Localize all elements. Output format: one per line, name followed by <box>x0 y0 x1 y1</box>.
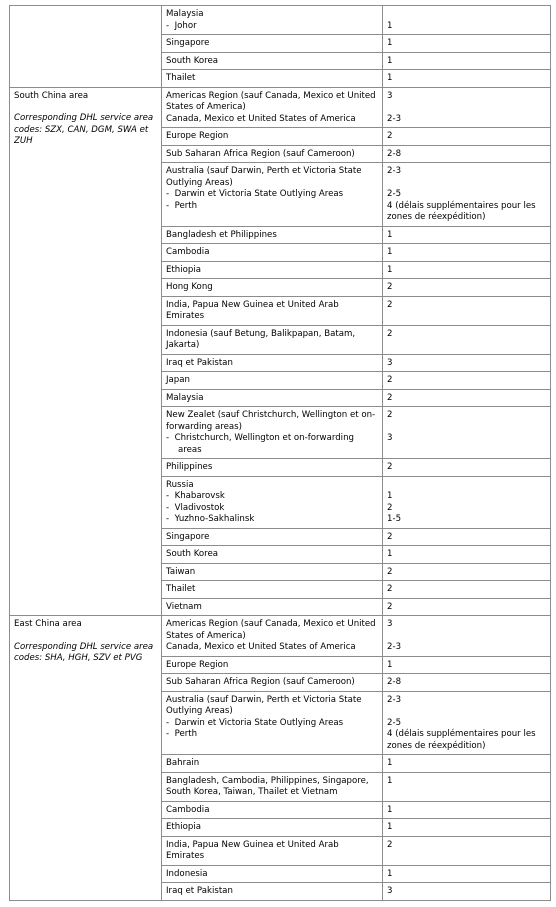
transit-days-cell <box>383 389 551 407</box>
transit-days-line: 2-3 <box>387 166 402 176</box>
transit-days-cell <box>383 279 551 297</box>
destination-cell <box>162 163 383 227</box>
destination-cell <box>162 87 383 128</box>
destination-cell <box>162 883 383 901</box>
destination-line: Ethiopia <box>166 822 202 832</box>
transit-days-line: 3 <box>387 433 393 443</box>
destination-cell <box>162 6 383 35</box>
destination-line: Ethiopia <box>166 264 202 275</box>
destination-cell <box>162 772 383 801</box>
destination-line: South Korea <box>166 549 219 559</box>
destination-cell <box>162 70 383 88</box>
destination-cell <box>162 836 383 865</box>
destination-line: Japan <box>166 375 190 385</box>
destination-cell <box>162 546 383 564</box>
transit-days-line: 2-8 <box>387 148 402 159</box>
destination-line: Canada, Mexico et United States of America <box>166 113 356 124</box>
destination-cell <box>162 563 383 581</box>
destination-cell <box>162 598 383 616</box>
destination-line: Cambodia <box>166 247 210 257</box>
transit-days-line: 2-3 <box>387 694 402 705</box>
transit-times-table <box>9 5 551 901</box>
transit-days-line: 4 (délais supplémentaires pour les zones de réexpédition) <box>387 729 536 751</box>
area-name: East China area <box>14 619 82 629</box>
transit-days-line: 2-3 <box>387 642 402 652</box>
transit-days-cell <box>383 128 551 146</box>
area-cell <box>10 6 162 88</box>
transit-days-line: 2 <box>387 566 393 577</box>
transit-days-cell <box>383 883 551 901</box>
destination-cell <box>162 325 383 354</box>
transit-days-cell <box>383 528 551 546</box>
destination-cell <box>162 407 383 459</box>
area-service-codes: Corresponding DHL service area codes: SZX, CAN, DGM, SWA et ZUH <box>14 113 154 146</box>
destination-cell <box>162 581 383 599</box>
transit-days-line: 1-5 <box>387 514 402 524</box>
table-body <box>10 6 551 901</box>
transit-days-cell <box>383 546 551 564</box>
transit-days-cell <box>383 801 551 819</box>
transit-days-cell <box>383 819 551 837</box>
transit-days-cell <box>383 6 551 35</box>
transit-days-line: 2-3 <box>387 113 402 124</box>
destination-line: Europe Region <box>166 131 229 141</box>
destination-cell <box>162 656 383 674</box>
transit-days-cell <box>383 674 551 692</box>
destination-line: Americas Region (sauf Canada, Mexico et United States of America) <box>166 90 376 112</box>
destination-line: Hong Kong <box>166 282 213 292</box>
transit-days-line: 1 <box>387 247 393 257</box>
destination-line: Singapore <box>166 531 210 542</box>
destination-line: - Yuzhno-Sakhalinsk <box>166 514 378 526</box>
transit-days-line: 1 <box>387 758 393 768</box>
transit-days-cell <box>383 354 551 372</box>
transit-days-cell <box>383 772 551 801</box>
destination-cell <box>162 372 383 390</box>
destination-cell <box>162 476 383 528</box>
destination-line: Iraq et Pakistan <box>166 357 233 368</box>
destination-line: Iraq et Pakistan <box>166 886 233 896</box>
transit-days-line: 1 <box>387 822 393 832</box>
transit-days-line: 2 <box>387 299 393 310</box>
destination-line: Taiwan <box>166 566 196 577</box>
destination-line: Vietnam <box>166 601 202 612</box>
transit-days-cell <box>383 691 551 755</box>
transit-days-line: 1 <box>387 38 393 48</box>
transit-days-line: 2 <box>387 392 393 403</box>
destination-cell <box>162 226 383 244</box>
destination-cell <box>162 755 383 773</box>
destination-line: Russia <box>166 479 194 490</box>
transit-days-line: 1 <box>387 55 393 66</box>
transit-days-line: 2 <box>387 462 393 472</box>
destination-line: Thailet <box>166 73 196 83</box>
destination-line: Bahrain <box>166 758 200 768</box>
transit-days-line <box>387 480 546 492</box>
transit-days-cell <box>383 244 551 262</box>
destination-line: - Khabarovsk <box>166 491 378 503</box>
transit-days-cell <box>383 87 551 128</box>
transit-days-cell <box>383 407 551 459</box>
destination-cell <box>162 128 383 146</box>
transit-days-line: 3 <box>387 357 393 368</box>
transit-days-line: 2 <box>387 328 393 339</box>
destination-line: Bangladesh, Cambodia, Philippines, Singapore, South Korea, Taiwan, Thailet et Vietnam <box>166 775 369 797</box>
destination-line: - Perth <box>166 201 378 213</box>
table-row <box>10 6 551 35</box>
transit-days-line <box>387 706 546 718</box>
transit-days-cell <box>383 865 551 883</box>
transit-days-cell <box>383 656 551 674</box>
transit-days-line: 3 <box>387 886 393 896</box>
destination-cell <box>162 389 383 407</box>
destination-cell <box>162 674 383 692</box>
transit-days-line: 2 <box>387 282 393 292</box>
destination-line: India, Papua New Guinea et United Arab Emirates <box>166 299 339 321</box>
destination-cell <box>162 354 383 372</box>
transit-days-cell <box>383 145 551 163</box>
destination-cell <box>162 819 383 837</box>
destination-line: Australia (sauf Darwin, Perth et Victoria State Outlying Areas) <box>166 166 362 188</box>
destination-cell <box>162 296 383 325</box>
transit-days-line: 2 <box>387 410 393 420</box>
area-cell <box>10 616 162 901</box>
transit-days-line: 1 <box>387 804 393 815</box>
transit-days-cell <box>383 459 551 477</box>
table-row <box>10 87 551 128</box>
transit-days-line: 4 (délais supplémentaires pour les zones de réexpédition) <box>387 200 536 222</box>
transit-days-line: 1 <box>387 264 393 275</box>
transit-days-line: 3 <box>387 619 393 629</box>
transit-days-line: 1 <box>387 73 393 83</box>
transit-days-line: 2 <box>387 531 393 542</box>
transit-days-line <box>387 9 546 21</box>
table-row <box>10 616 551 657</box>
destination-line: Singapore <box>166 38 210 48</box>
transit-days-line: 1 <box>387 229 393 240</box>
transit-days-cell <box>383 296 551 325</box>
transit-days-cell <box>383 226 551 244</box>
transit-days-cell <box>383 598 551 616</box>
destination-cell <box>162 459 383 477</box>
destination-line: - Johor <box>166 21 378 33</box>
destination-line: Malaysia <box>166 392 204 403</box>
transit-days-cell <box>383 755 551 773</box>
destination-cell <box>162 145 383 163</box>
destination-line: - Darwin et Victoria State Outlying Areas <box>166 718 378 730</box>
transit-days-line <box>387 178 546 190</box>
transit-days-line: 1 <box>387 659 393 670</box>
transit-days-line: 2 <box>387 131 393 141</box>
transit-days-line: 2-5 <box>387 717 402 728</box>
destination-line: Sub Saharan Africa Region (sauf Cameroon) <box>166 677 355 687</box>
destination-line: Australia (sauf Darwin, Perth et Victoria State Outlying Areas) <box>166 694 362 716</box>
transit-days-line: 3 <box>387 90 393 101</box>
destination-line: Bangladesh et Philippines <box>166 229 277 240</box>
destination-cell <box>162 691 383 755</box>
destination-cell <box>162 52 383 70</box>
destination-line: Canada, Mexico et United States of America <box>166 642 356 652</box>
destination-line: Cambodia <box>166 804 210 815</box>
transit-days-cell <box>383 52 551 70</box>
transit-days-cell <box>383 70 551 88</box>
destination-cell <box>162 865 383 883</box>
transit-days-line: 1 <box>387 549 393 559</box>
transit-days-cell <box>383 836 551 865</box>
destination-cell <box>162 279 383 297</box>
destination-line: - Christchurch, Wellington et on-forwarding areas <box>166 433 378 456</box>
destination-line: India, Papua New Guinea et United Arab Emirates <box>166 839 339 861</box>
destination-line: New Zealet (sauf Christchurch, Wellington et on-forwarding areas) <box>166 410 376 432</box>
destination-line: Philippines <box>166 462 213 472</box>
transit-days-cell <box>383 581 551 599</box>
transit-days-line: 2 <box>387 839 393 850</box>
transit-days-line: 2 <box>387 502 393 513</box>
transit-days-cell <box>383 163 551 227</box>
transit-days-line: 2-8 <box>387 677 402 687</box>
transit-days-line: 1 <box>387 491 393 501</box>
destination-line: Indonesia <box>166 868 208 879</box>
destination-cell <box>162 801 383 819</box>
destination-line: South Korea <box>166 55 219 66</box>
destination-line: Americas Region (sauf Canada, Mexico et United States of America) <box>166 619 376 641</box>
area-name: South China area <box>14 90 89 101</box>
transit-days-line: 1 <box>387 775 393 786</box>
transit-days-cell <box>383 325 551 354</box>
destination-cell <box>162 616 383 657</box>
transit-days-cell <box>383 563 551 581</box>
transit-days-line: 2-5 <box>387 189 402 199</box>
destination-line: Indonesia (sauf Betung, Balikpapan, Batam, Jakarta) <box>166 328 356 350</box>
transit-days-line <box>387 631 546 643</box>
destination-line: Sub Saharan Africa Region (sauf Cameroon) <box>166 148 355 159</box>
destination-cell <box>162 261 383 279</box>
transit-days-line: 1 <box>387 20 393 31</box>
destination-cell <box>162 244 383 262</box>
destination-line: Europe Region <box>166 659 229 670</box>
destination-line: - Vladivostok <box>166 503 378 515</box>
destination-line: - Darwin et Victoria State Outlying Areas <box>166 189 378 201</box>
destination-line: Malaysia <box>166 9 204 19</box>
transit-days-line: 1 <box>387 868 393 879</box>
transit-days-line <box>387 422 546 434</box>
transit-days-cell <box>383 372 551 390</box>
area-cell <box>10 87 162 616</box>
destination-cell <box>162 528 383 546</box>
destination-line: Thailet <box>166 584 196 594</box>
transit-days-line: 2 <box>387 584 393 594</box>
destination-line: - Perth <box>166 729 378 741</box>
area-service-codes: Corresponding DHL service area codes: SHA, HGH, SZV et PVG <box>14 641 154 663</box>
transit-days-line: 2 <box>387 601 393 612</box>
transit-days-cell <box>383 35 551 53</box>
transit-days-line <box>387 102 546 114</box>
transit-days-line: 2 <box>387 375 393 385</box>
transit-days-cell <box>383 616 551 657</box>
transit-days-cell <box>383 476 551 528</box>
destination-cell <box>162 35 383 53</box>
transit-days-cell <box>383 261 551 279</box>
